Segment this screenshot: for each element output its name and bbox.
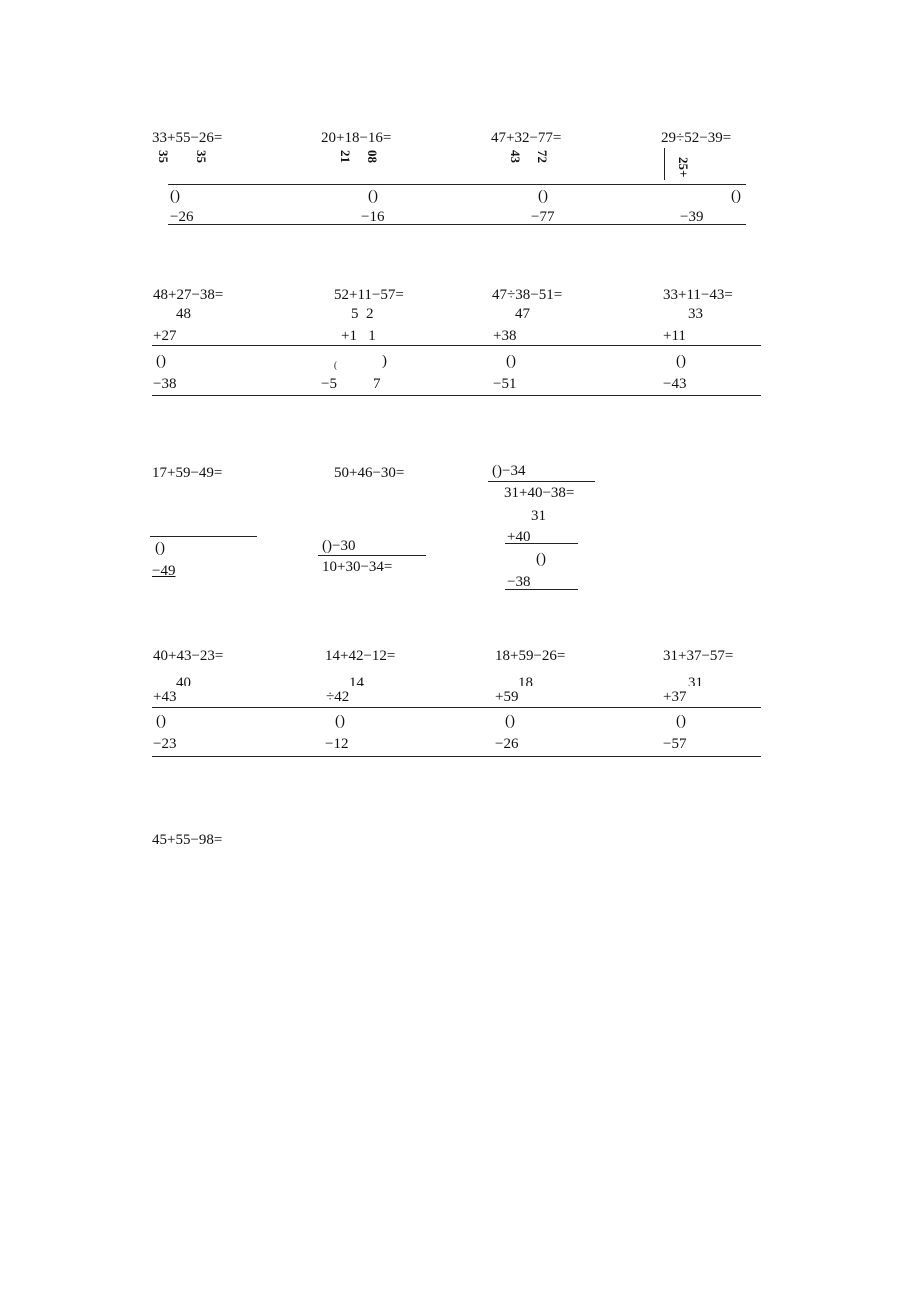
answer-blank: () [676, 713, 686, 729]
second-addend: +27 [153, 328, 177, 344]
first-addend: 48 [176, 306, 191, 322]
subtrahend: −26 [495, 736, 519, 752]
subtrahend: −77 [531, 209, 555, 225]
subtrahend: −26 [170, 209, 194, 225]
first-addend-clipped [688, 677, 718, 686]
sum-rule [150, 536, 257, 537]
equation: 33+11−43= [663, 287, 733, 303]
first-addend-clipped [518, 677, 548, 686]
tilted-number: 25+ [676, 157, 691, 178]
first-addend: 47 [515, 306, 530, 322]
tilted-number: 72 [535, 150, 550, 163]
second-addend: +37 [663, 689, 687, 705]
equation: 33+55−26= [152, 130, 223, 146]
vertical-rule [664, 148, 665, 180]
answer-blank-open: ( [334, 360, 337, 370]
equation: 47÷38−51= [492, 287, 563, 303]
sum-rule [152, 707, 761, 708]
answer-blank: () [170, 188, 180, 204]
answer-blank: () [156, 713, 166, 729]
answer-blank: () [536, 551, 546, 567]
second-addend: +38 [493, 328, 517, 344]
equation: 50+46−30= [334, 465, 405, 481]
first-addend: 31 [688, 677, 703, 686]
next-equation: 31+40−38= [504, 485, 575, 501]
subtrahend: −5 [321, 376, 337, 392]
subtrahend: −12 [325, 736, 349, 752]
subtrahend: −38 [507, 574, 531, 590]
result-rule [168, 224, 746, 225]
sum-rule [168, 184, 746, 185]
first-addend-clipped [349, 677, 379, 686]
second-addend: +59 [495, 689, 519, 705]
result-rule [152, 395, 761, 396]
equation: 17+59−49= [152, 465, 223, 481]
second-addend: +1 1 [341, 328, 376, 344]
blank-minus: ()−34 [492, 463, 526, 479]
subtrahend: −38 [153, 376, 177, 392]
first-addend-clipped [176, 677, 206, 686]
answer-blank: () [505, 713, 515, 729]
equation: 14+42−12= [325, 648, 396, 664]
answer-blank: () [155, 540, 165, 556]
subtrahend: −43 [663, 376, 687, 392]
tilted-number: 08 [365, 150, 380, 163]
equation: 48+27−38= [153, 287, 224, 303]
equation: 45+55−98= [152, 832, 223, 848]
next-equation: 10+30−34= [322, 559, 393, 575]
subtrahend: −16 [361, 209, 385, 225]
subtrahend-digit: 7 [373, 376, 381, 392]
first-addend: 31 [531, 508, 546, 524]
result-rule [488, 481, 595, 482]
subtrahend: −51 [493, 376, 517, 392]
equation: 40+43−23= [153, 648, 224, 664]
answer-blank: () [368, 188, 378, 204]
tilted-number: 21 [338, 150, 353, 163]
equation: 47+32−77= [491, 130, 562, 146]
equation: 18+59−26= [495, 648, 566, 664]
result-rule [318, 555, 426, 556]
result-rule [152, 756, 761, 757]
first-addend: 14 [349, 677, 364, 686]
second-addend: +11 [663, 328, 686, 344]
sum-rule [152, 345, 761, 346]
answer-blank: () [731, 188, 741, 204]
tilted-number: 35 [194, 150, 209, 163]
second-addend: +40 [507, 529, 531, 545]
first-addend: 5 2 [351, 306, 374, 322]
equation: 29÷52−39= [661, 130, 732, 146]
answer-blank-close: ) [382, 353, 387, 369]
first-addend: 40 [176, 677, 191, 686]
answer-blank: () [676, 353, 686, 369]
sum-rule [505, 543, 578, 544]
second-addend: ÷42 [326, 689, 350, 705]
subtrahend: −23 [153, 736, 177, 752]
subtrahend: −49 [152, 563, 176, 579]
tilted-number: 43 [508, 150, 523, 163]
subtrahend: −39 [680, 209, 704, 225]
blank-minus: ()−30 [322, 538, 356, 554]
equation: 31+37−57= [663, 648, 734, 664]
equation: 52+11−57= [334, 287, 404, 303]
second-addend: +43 [153, 689, 177, 705]
answer-blank: () [156, 353, 166, 369]
answer-blank: () [538, 188, 548, 204]
answer-blank: () [335, 713, 345, 729]
result-rule [505, 589, 578, 590]
equation: 20+18−16= [321, 130, 392, 146]
first-addend: 18 [518, 677, 533, 686]
answer-blank: () [506, 353, 516, 369]
first-addend: 33 [688, 306, 703, 322]
tilted-number: 35 [156, 150, 171, 163]
subtrahend: −57 [663, 736, 687, 752]
